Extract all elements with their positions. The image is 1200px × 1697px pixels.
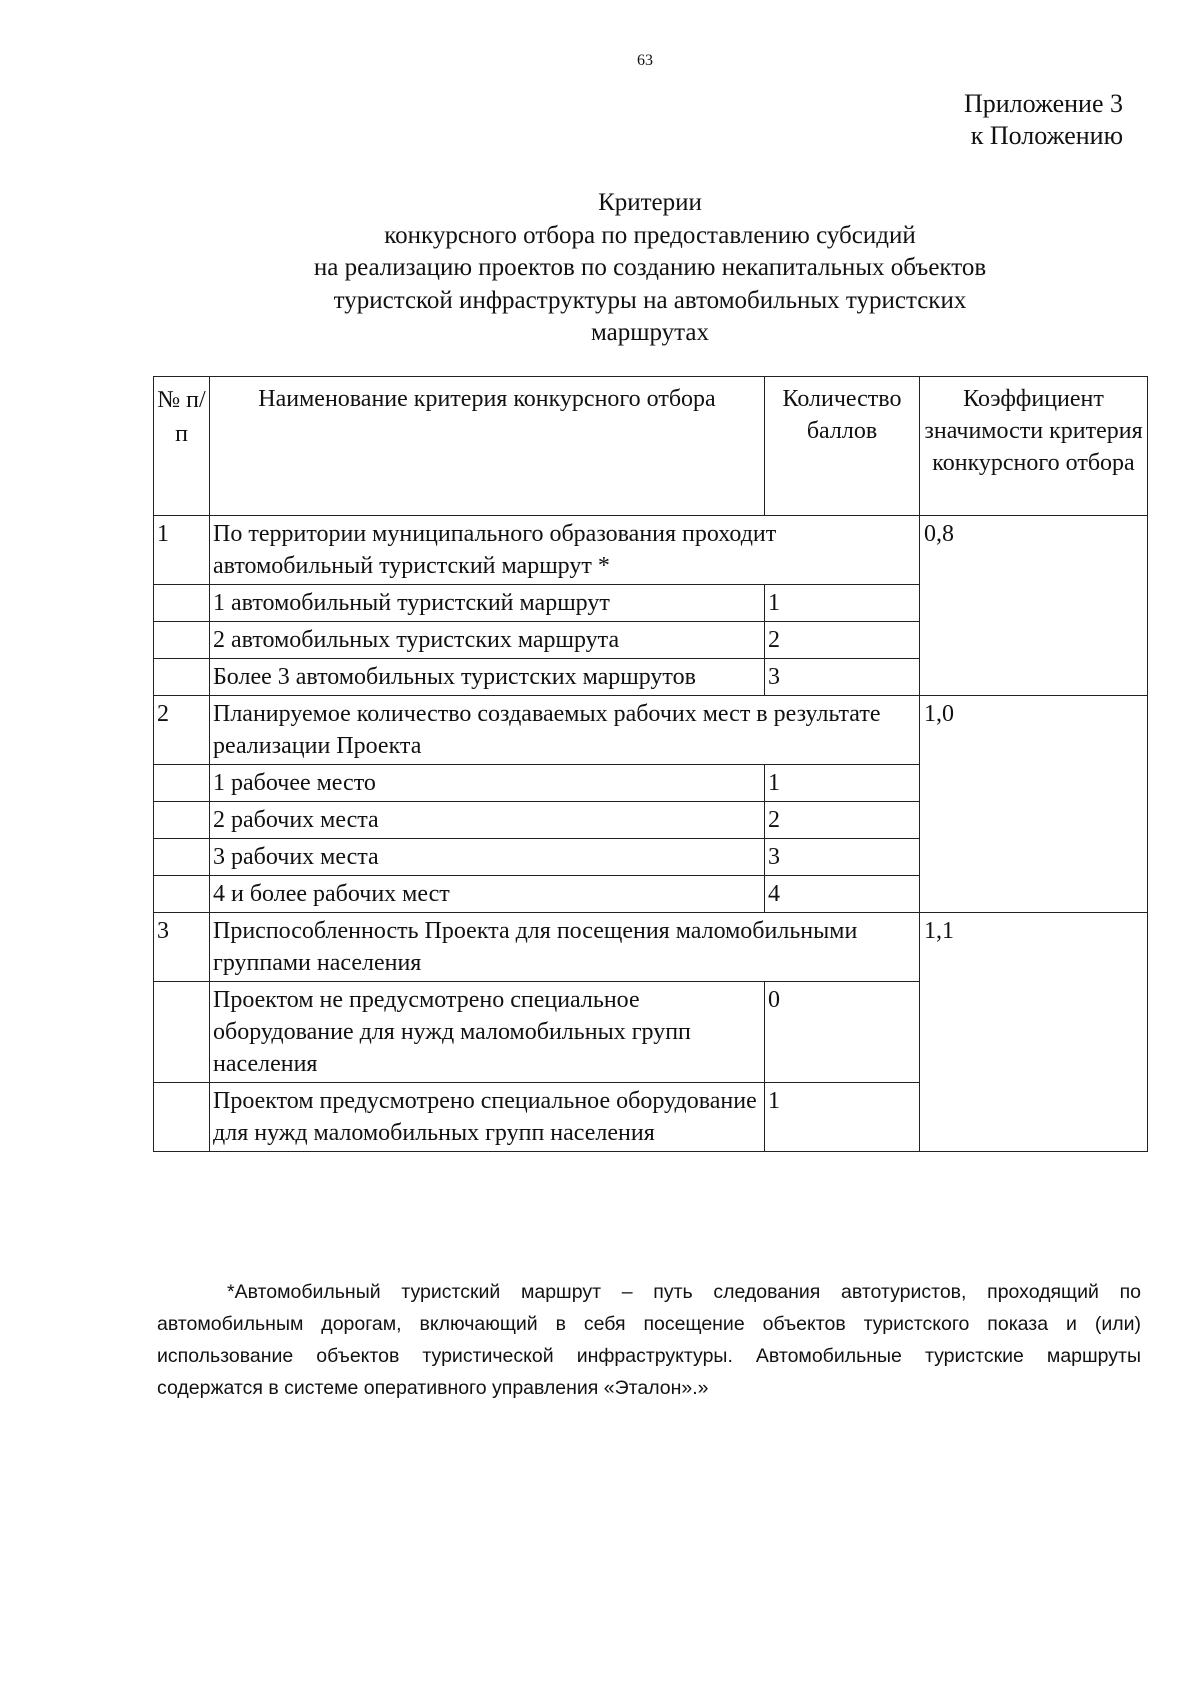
criterion-row	[154, 913, 1148, 982]
criterion-coefficient: 0,8	[920, 516, 1148, 696]
header-name: Наименование критерия конкурсного отбора	[210, 377, 765, 516]
title-line-2: конкурсного отбора по предоставлению субсидий	[384, 221, 916, 249]
criterion-number: 2	[154, 696, 210, 765]
option-num-cell	[154, 765, 210, 802]
option-label: Проектом предусмотрено специальное оборудование для нужд маломобильных групп населения	[210, 1083, 765, 1152]
option-num-cell	[154, 876, 210, 913]
header-points: Количество баллов	[765, 377, 920, 516]
table-header-row	[154, 377, 1148, 516]
appendix-label	[964, 88, 1123, 152]
header-num: № п/п	[154, 377, 210, 516]
option-points: 4	[765, 876, 920, 913]
criterion-number: 1	[154, 516, 210, 585]
option-label: 1 рабочее место	[210, 765, 765, 802]
option-points: 1	[765, 1083, 920, 1152]
option-label: 2 рабочих места	[210, 802, 765, 839]
title-line-1: Критерии	[598, 189, 702, 216]
appendix-line-2: к Положению	[970, 121, 1123, 150]
title-line-5: маршрутах	[591, 319, 709, 346]
option-num-cell	[154, 585, 210, 622]
criterion-row	[154, 696, 1148, 765]
criterion-coefficient: 1,0	[920, 696, 1148, 913]
criterion-row	[154, 516, 1148, 585]
option-points: 1	[765, 765, 920, 802]
page-number: 63	[637, 52, 653, 69]
option-num-cell	[154, 1083, 210, 1152]
option-num-cell	[154, 982, 210, 1083]
option-points: 3	[765, 839, 920, 876]
option-label: 4 и более рабочих мест	[210, 876, 765, 913]
footnote: *Автомобильный туристский маршрут – путь следования автотуристов, проходящий по автомобильным дорогам, включающий в себя посещение объектов туристского показа и (или) использование объектов туристической инфраструктуры. Автомобильные туристские маршруты содержатся в системе оперативного управления «Эталон».»	[157, 1281, 1141, 1399]
option-points: 1	[765, 585, 920, 622]
option-label: 3 рабочих места	[210, 839, 765, 876]
option-points: 2	[765, 802, 920, 839]
option-num-cell	[154, 659, 210, 696]
criterion-title: По территории муниципального образования проходит автомобильный туристский маршрут *	[210, 516, 920, 585]
option-label: 1 автомобильный туристский маршрут	[210, 585, 765, 622]
appendix-line-1: Приложение 3	[963, 89, 1123, 118]
option-num-cell	[154, 839, 210, 876]
criterion-coefficient: 1,1	[920, 913, 1148, 1152]
option-points: 3	[765, 659, 920, 696]
criterion-number: 3	[154, 913, 210, 982]
option-label: Проектом не предусмотрено специальное оборудование для нужд маломобильных групп населения	[210, 982, 765, 1083]
title-line-3: на реализацию проектов по созданию некапитальных объектов	[313, 254, 987, 281]
option-num-cell	[154, 802, 210, 839]
option-label: Более 3 автомобильных туристских маршрутов	[210, 659, 765, 696]
option-points: 0	[765, 982, 920, 1083]
criteria-table	[153, 376, 1148, 1152]
option-num-cell	[154, 622, 210, 659]
option-points: 2	[765, 622, 920, 659]
header-coef: Коэффициент значимости критерия конкурсного отбора	[920, 377, 1148, 516]
option-label: 2 автомобильных туристских маршрута	[210, 622, 765, 659]
criterion-title: Приспособленность Проекта для посещения маломобильными группами населения	[210, 913, 920, 982]
title-line-4: туристской инфраструктуры на автомобильных туристских	[333, 286, 967, 314]
criterion-title: Планируемое количество создаваемых рабочих мест в результате реализации Проекта	[210, 696, 920, 765]
document-title	[250, 187, 1050, 350]
